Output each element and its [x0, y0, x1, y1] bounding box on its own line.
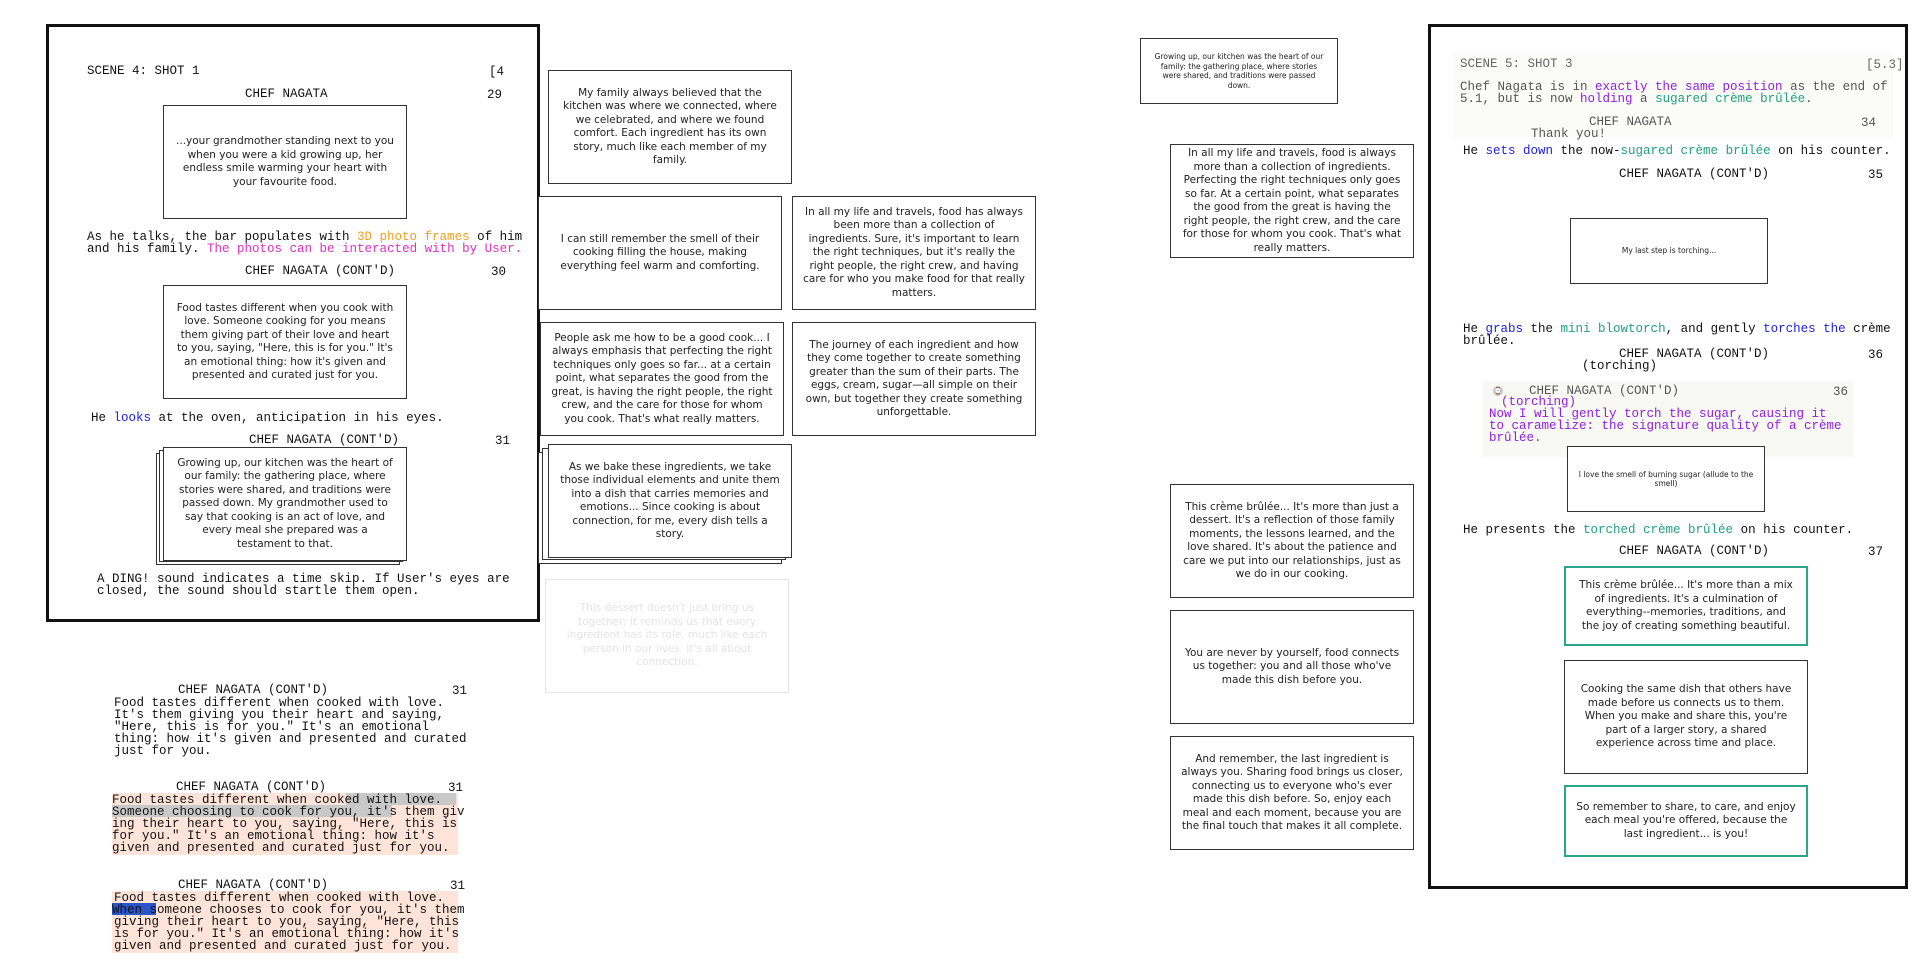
dialogue-line: Food tastes different when cooked with love.	[114, 891, 445, 905]
action-text: the	[1523, 322, 1561, 336]
story-card[interactable]: I can still remember the smell of their cooking filling the house, making everything feel warm and comforting.	[538, 196, 782, 310]
dialogue-line: Someone choosing to cook for you, it's them giv	[112, 805, 465, 819]
dialogue-line: ing their heart to you, saying, "Here, this is	[112, 817, 458, 831]
dialogue-line: given and presented and curated just for you.	[114, 939, 452, 953]
action-line: closed, the sound should startle them open.	[97, 584, 420, 598]
shot-number: 34	[1861, 116, 1877, 130]
highlight-text: mini blowtorch	[1560, 322, 1666, 336]
highlight-text: sets down	[1485, 144, 1554, 158]
dialogue-card-highlighted[interactable]: So remember to share, to care, and enjoy each meal you're offered, because the last ingredient... is you!	[1564, 785, 1808, 857]
draft-block-2[interactable]	[108, 781, 468, 861]
story-card[interactable]: People ask me how to be a good cook... I always emphasis that perfecting the right techniques only goes so far... at a certain point, what separates the good from the great, is having the right people, the right crew, and the care for those for whom you cook. That's what really matters.	[540, 322, 784, 436]
character-name: CHEF NAGATA (CONT'D)	[1619, 167, 1770, 181]
shot-number: 31	[452, 684, 468, 698]
scene-header: SCENE 4: SHOT 1	[87, 64, 200, 78]
shot-number: 31	[450, 879, 466, 893]
draft-block-1[interactable]	[108, 684, 468, 760]
action-text: He presents the	[1463, 523, 1584, 537]
highlight-photo-frames: 3D photo frames	[357, 230, 470, 244]
comment-line: brûlée.	[1489, 431, 1542, 445]
story-card[interactable]: In all my life and travels, food has always been more than a collection of ingredients. Sure, it's important to learn the right techniques, but it's really the right people, the right crew, and having care for who you make food for that really matters.	[792, 196, 1036, 310]
story-card[interactable]: The journey of each ingredient and how they come together to create something greater than the sum of their parts. The eggs, cream, sugar—all simple on their own, but together they create something unforgettable.	[792, 322, 1036, 436]
action-text: Chef Nagata is in	[1460, 80, 1596, 94]
dialogue-line: for you." It's an emotional thing: how it's	[112, 829, 435, 843]
action-text: as the end of	[1782, 80, 1888, 94]
dialogue-line: "Here, this is for you." It's an emotional	[114, 720, 430, 734]
story-card-small[interactable]: Growing up, our kitchen was the heart of our family: the gathering place, where stories were shared, and traditions were passed down.	[1140, 38, 1338, 104]
character-name: CHEF NAGATA (CONT'D)	[178, 683, 329, 697]
dialogue-card[interactable]: Growing up, our kitchen was the heart of our family: the gathering place, where stories were shared, and traditions were passed down. My grandmother used to say that cooking is an act of love, and every meal she prepared was a testament to that.	[163, 447, 407, 561]
parenthetical: (torching)	[1582, 359, 1658, 373]
dialogue-card[interactable]: ...your grandmother standing next to you when you were a kid growing up, her endless smile warming your heart with your favourite food.	[163, 105, 407, 219]
action-line	[1460, 93, 1813, 106]
action-text: He	[1463, 322, 1486, 336]
dialogue-line: just for you.	[114, 744, 212, 758]
character-name: CHEF NAGATA (CONT'D)	[176, 780, 327, 794]
action-text: As he talks, the bar populates with	[87, 230, 358, 244]
action-text: on his counter.	[1770, 144, 1891, 158]
shot-number: 36	[1833, 385, 1849, 399]
story-card[interactable]: This crème brûlée... It's more than just a dessert. It's a reflection of those family moments, the lessons learned, and the love shared. It's about the patience and care we put into our relationships, just as we do in our cooking.	[1170, 484, 1414, 598]
action-text: at the oven, anticipation in his eyes.	[151, 411, 444, 425]
dialogue-line: Food tastes different when cooked with love.	[112, 793, 443, 807]
dialogue-line: It's them giving you their heart and saying,	[114, 708, 445, 722]
shot-number: 30	[491, 265, 507, 279]
shot-number: 31	[448, 781, 464, 795]
scene-header: SCENE 5: SHOT 3	[1460, 57, 1573, 71]
action-text: crème	[1845, 322, 1891, 336]
highlight-text: torches the	[1763, 322, 1846, 336]
character-name: CHEF NAGATA (CONT'D)	[249, 433, 400, 447]
action-line	[1463, 323, 1891, 336]
story-card[interactable]: As we bake these ingredients, we take those individual elements and unite them into a dish that carries memories and emotions... Since cooking is about connection, for me, every dish tells a story.	[548, 444, 792, 558]
highlight-text: grabs	[1485, 322, 1524, 336]
character-name: CHEF NAGATA	[245, 87, 328, 101]
dialogue-line: thing: how it's given and presented and curated	[114, 732, 467, 746]
action-line	[91, 412, 444, 425]
story-card[interactable]: You are never by yourself, food connects us together: you and all those who've made this dish before you.	[1170, 610, 1414, 724]
dialogue-line: Food tastes different when cooked with love.	[114, 696, 445, 710]
character-name: CHEF NAGATA (CONT'D)	[178, 878, 329, 892]
shot-number: 37	[1868, 545, 1884, 559]
dialogue-card[interactable]: Food tastes different when you cook with love. Someone cooking for you means them giving part of their love and heart to you, saying, "Here, this is for you." It's an emotional thing: how it's given and presented and curated just for you.	[163, 285, 407, 399]
highlight-text: torched crème brûlée	[1583, 523, 1734, 537]
highlight-text: holding	[1580, 92, 1633, 106]
shot-number: 29	[487, 88, 503, 102]
highlight-text: sugared crème brûlée	[1655, 92, 1806, 106]
page-marker: [5.3]	[1866, 58, 1904, 72]
action-text: and his family.	[87, 242, 208, 256]
action-line	[1463, 524, 1853, 537]
parenthetical: (torching)	[1501, 395, 1577, 409]
dialogue-line: giving their heart to you, saying, "Here, this	[114, 915, 460, 929]
dialogue-card-small[interactable]: I love the smell of burning sugar (allude to the smell)	[1567, 446, 1765, 512]
dialogue-line: Thank you!	[1531, 127, 1607, 141]
highlight-interactable-note: The photos can be interacted with by User.	[207, 242, 523, 256]
character-name: CHEF NAGATA (CONT'D)	[245, 264, 396, 278]
dialogue-card[interactable]: Cooking the same dish that others have made before us connects us to them. When you make and share this, you're part of a larger story, a shared experience across time and place.	[1564, 660, 1808, 774]
action-line: brûlée.	[1463, 334, 1516, 348]
highlight-text: exactly the same position	[1595, 80, 1783, 94]
shot-number: 36	[1868, 348, 1884, 362]
action-text: He	[1463, 144, 1486, 158]
action-text: a	[1632, 92, 1656, 106]
highlight-looks: looks	[113, 411, 152, 425]
comment-line: to caramelize: the signature quality of a crème	[1489, 419, 1842, 433]
dialogue-card-small[interactable]: My last step is torching...	[1570, 218, 1768, 284]
dialogue-line: given and presented and curated just for you.	[112, 841, 450, 855]
action-line	[1463, 145, 1891, 158]
action-text: , and gently	[1665, 322, 1764, 336]
comment-avatar: ⌚	[1493, 387, 1503, 395]
dialogue-line: When someone chooses to cook for you, it's them	[112, 903, 465, 917]
comment-line: Now I will gently torch the sugar, causing it	[1489, 407, 1827, 421]
story-card[interactable]: And remember, the last ingredient is always you. Sharing food brings us closer, connecting us to everyone who's ever made this dish before. So, enjoy each meal and each moment, because you are the final touch that makes it all complete.	[1170, 736, 1414, 850]
action-text: .	[1805, 92, 1813, 106]
story-card[interactable]: In all my life and travels, food is always more than a collection of ingredients. Perfecting the right techniques only goes so far. At a certain point, what separates the good from the great is having the right people, the right crew, and the care for those for whom you cook. That's what really matters.	[1170, 144, 1414, 258]
character-name: CHEF NAGATA	[1589, 115, 1672, 129]
character-name: CHEF NAGATA (CONT'D)	[1529, 384, 1680, 398]
page-marker: [4	[489, 65, 505, 79]
shot-number: 31	[495, 434, 511, 448]
action-text: He	[91, 411, 114, 425]
left-script-page	[46, 24, 540, 622]
highlight-text: sugared crème brûlée	[1620, 144, 1771, 158]
action-text: of him	[469, 230, 523, 244]
character-name: CHEF NAGATA (CONT'D)	[1619, 347, 1770, 361]
action-line: A DING! sound indicates a time skip. If User's eyes are	[97, 572, 510, 586]
action-text: on his counter.	[1733, 523, 1854, 537]
faded-story-card[interactable]: This dessert doesn't just bring us together; it reminds us that every ingredient has its role, much like each person in our lives. It's all about connection.	[545, 579, 789, 693]
character-name: CHEF NAGATA (CONT'D)	[1619, 544, 1770, 558]
action-text: the now-	[1553, 144, 1621, 158]
draft-block-3[interactable]	[108, 879, 468, 959]
shot-number: 35	[1868, 168, 1884, 182]
action-text: 5.1, but is now	[1460, 92, 1581, 106]
right-script-page	[1428, 24, 1908, 889]
action-line	[87, 243, 522, 256]
dialogue-card-highlighted[interactable]: This crème brûlée... It's more than a mix of ingredients. It's a culmination of everything--memories, traditions, and the joy of creating something beautiful.	[1564, 566, 1808, 646]
story-card[interactable]: My family always believed that the kitchen was where we connected, where we celebrated, and where we found comfort. Each ingredient has its own story, much like each member of my family.	[548, 70, 792, 184]
dialogue-line: is for you." It's an emotional thing: how it's	[114, 927, 460, 941]
